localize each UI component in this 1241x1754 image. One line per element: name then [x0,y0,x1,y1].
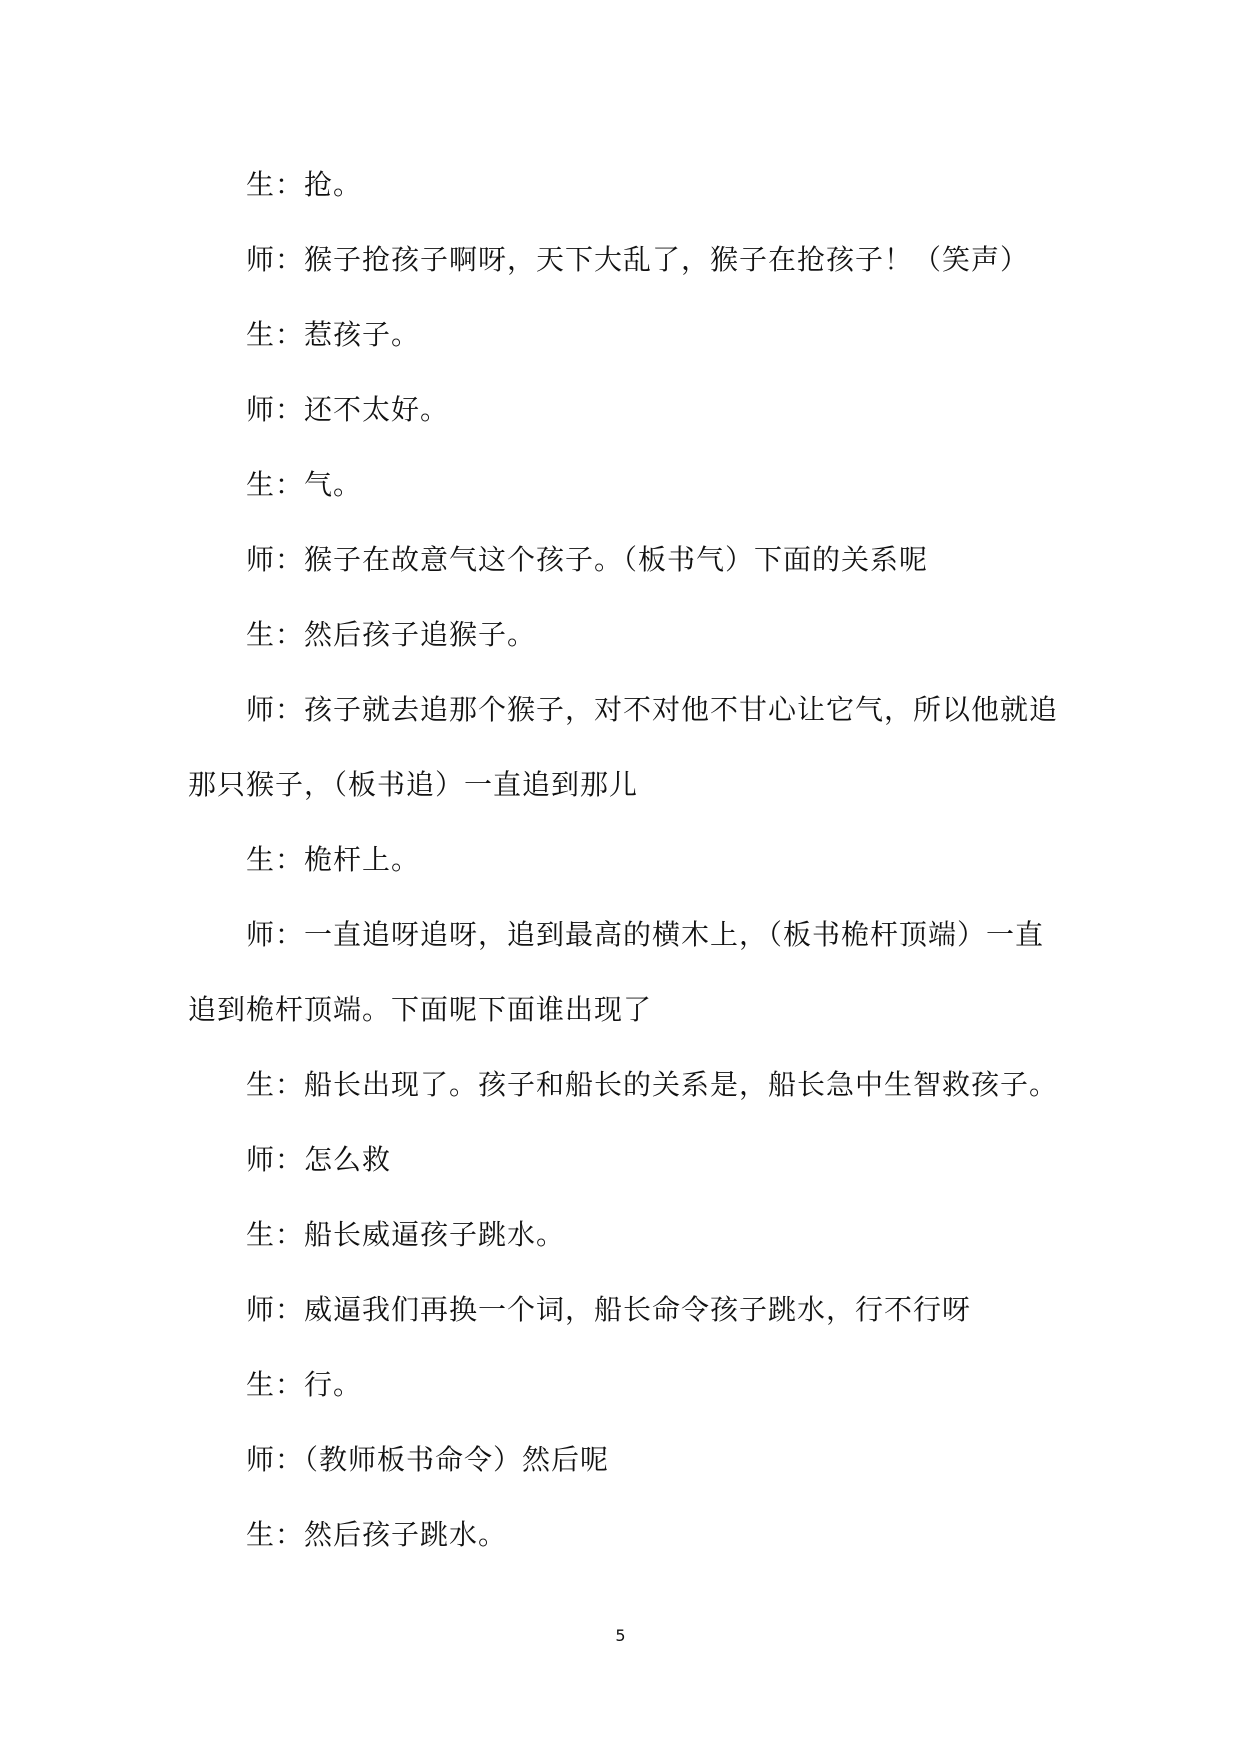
paragraph: 生：气。 [246,468,363,501]
body-text [188,147,1068,1572]
paragraph: 生：桅杆上。 [246,843,421,876]
paragraph: 师：猴子在故意气这个孩子。（板书气）下面的关系呢 [246,543,929,576]
paragraph: 生：行。 [246,1368,363,1401]
paragraph: 生：然后孩子跳水。 [246,1518,508,1551]
paragraph: 生：惹孩子。 [246,318,421,351]
paragraph: 师：（教师板书命令）然后呢 [246,1443,610,1476]
paragraph: 师：一直追呀追呀，追到最高的横木上，（板书桅杆顶端）一直追到桅杆顶端。下面呢下面谁出现了 [188,918,1045,1026]
paragraph: 生：船长威逼孩子跳水。 [246,1218,566,1251]
paragraph: 师：威逼我们再换一个词，船长命令孩子跳水，行不行呀 [246,1293,972,1326]
paragraph: 师：怎么救 [246,1143,392,1176]
paragraph: 师：孩子就去追那个猴子，对不对他不甘心让它气，所以他就追那只猴子，（板书追）一直追到那儿 [188,693,1059,801]
paragraph: 师：还不太好。 [246,393,450,426]
paragraph: 生：然后孩子追猴子。 [246,618,537,651]
page-number: 5 [615,1626,626,1645]
paragraph: 师：猴子抢孩子啊呀，天下大乱了，猴子在抢孩子！（笑声） [246,243,1030,276]
paragraph: 生：抢。 [246,168,363,201]
paragraph: 生：船长出现了。孩子和船长的关系是，船长急中生智救孩子。 [246,1068,1059,1101]
